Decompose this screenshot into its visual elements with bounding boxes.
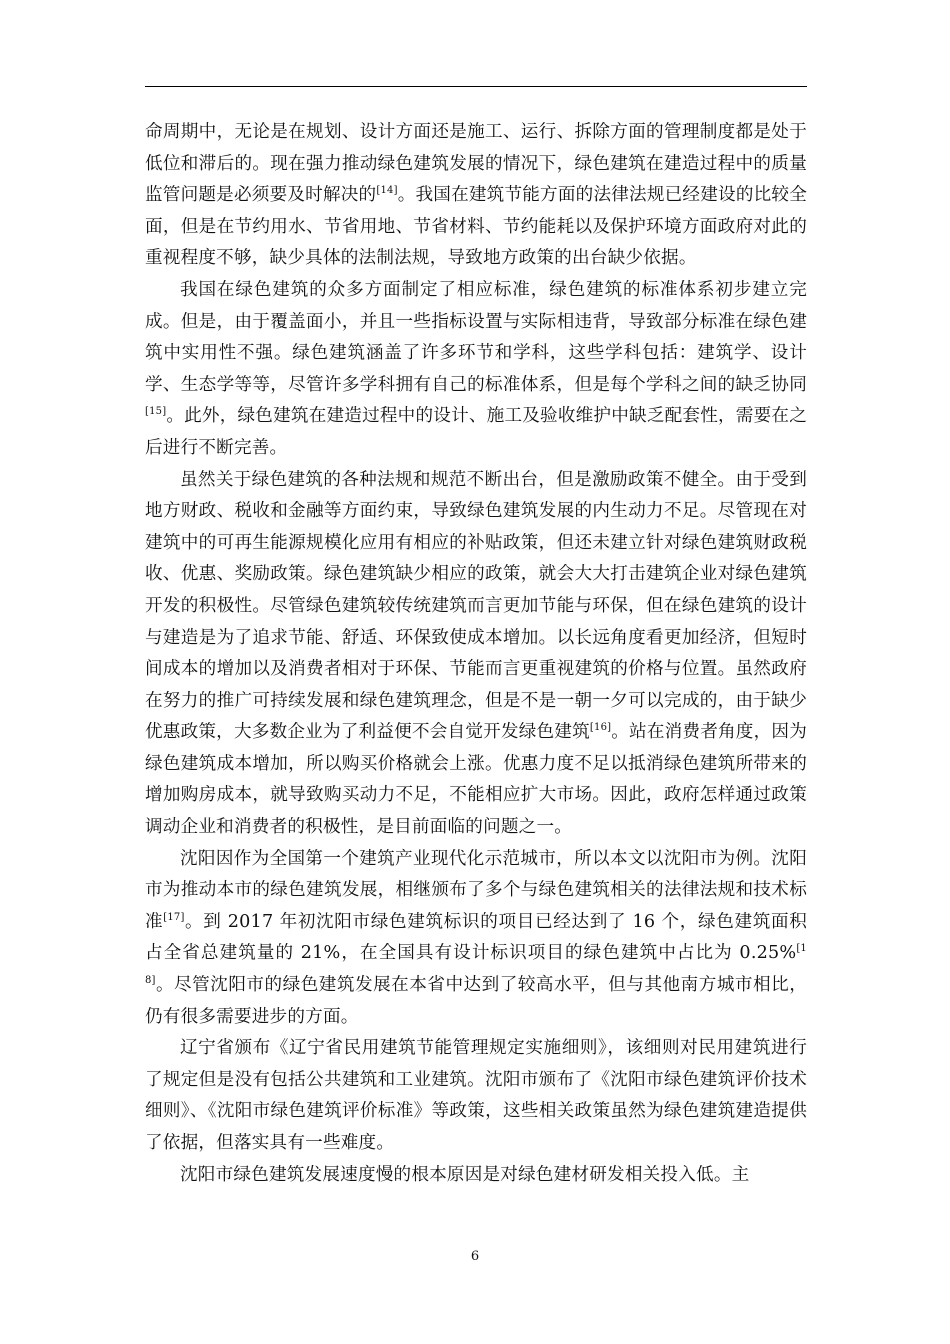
paragraph-4 — [145, 844, 807, 1034]
paragraph-text: 辽宁省颁布《辽宁省民用建筑节能管理规定实施细则》，该细则对民用建筑进行了规定但是没有包括公共建筑和工业建筑。沈阳市颁布了《沈阳市绿色建筑评价技术细则》、《沈阳市绿色建筑评价标准》等政策，这些相关政策虽然为绿色建筑建造提供了依据，但落实具有一些难度。 — [145, 1038, 807, 1153]
paragraph-2 — [145, 275, 807, 465]
paragraph-text: 。此外，绿色建筑在建造过程中的设计、施工及验收维护中缺乏配套性，需要在之后进行不断完善。 — [145, 406, 807, 458]
paragraph-1 — [145, 117, 807, 275]
paragraph-text: 虽然关于绿色建筑的各种法规和规范不断出台，但是激励政策不健全。由于受到地方财政、税收和金融等方面约束，导致绿色建筑发展的内生动力不足。尽管现在对建筑中的可再生能源规模化应用有相应的补贴政策，但还未建立针对绿色建筑财政税收、优惠、奖励政策。绿色建筑缺少相应的政策，就会大大打击建筑企业对绿色建筑开发的积极性。尽管绿色建筑较传统建筑而言更加节能与环保，但在绿色建筑的设计与建造是为了追求节能、舒适、环保致使成本增加。以长远角度看更加经济，但短时间成本的增加以及消费者相对于环保、节能而言更重视建筑的价格与位置。虽然政府在努力的推广可持续发展和绿色建筑理念，但是不是一朝一夕可以完成的，由于缺少优惠政策，大多数企业为了利益便不会自觉开发绿色建筑 — [145, 469, 807, 743]
paragraph-text: 命周期中，无论是在规划、设计方面还是施工、运行、拆除方面的管理制度都是处于低位和滞后的。现在强力推动绿色建筑发展的情况下，绿色建筑在建造过程中的质量监管问题是必须要及时解决的 — [145, 122, 807, 206]
paragraph-5 — [145, 1033, 807, 1159]
citation-ref[interactable]: [18] — [145, 943, 807, 987]
page-body — [145, 117, 807, 1191]
citation-ref[interactable]: [17] — [163, 911, 185, 923]
paragraph-text: 。尽管沈阳市的绿色建筑发展在本省中达到了较高水平，但与其他南方城市相比，仍有很多需要进步的方面。 — [145, 975, 807, 1027]
paragraph-text: 我国在绿色建筑的众多方面制定了相应标准，绿色建筑的标准体系初步建立完成。但是，由于覆盖面小，并且一些指标设置与实际相违背，导致部分标准在绿色建筑中实用性不强。绿色建筑涵盖了许多环节和学科，这些学科包括：建筑学、设计学、生态学等等，尽管许多学科拥有自己的标准体系，但是每个学科之间的缺乏协同 — [145, 279, 807, 395]
paragraph-6 — [145, 1160, 807, 1192]
paragraph-text: 沈阳市绿色建筑发展速度慢的根本原因是对绿色建材研发相关投入低。主 — [180, 1164, 750, 1185]
paragraph-3 — [145, 465, 807, 844]
paragraph-text: 。我国在建筑节能方面的法律法规已经建设的比较全面，但是在节约用水、节省用地、节省材料、节约能耗以及保护环境方面政府对此的重视程度不够，缺少具体的法制法规，导致地方政策的出台缺少依据。 — [145, 185, 807, 269]
paragraph-text: 沈阳因作为全国第一个建筑产业现代化示范城市，所以本文以沈阳市为例。沈阳市为推动本市的绿色建筑发展，相继颁布了多个与绿色建筑相关的法律法规和技术标准 — [145, 848, 807, 932]
page-number: 6 — [470, 1249, 480, 1264]
citation-ref[interactable]: [14] — [376, 185, 398, 197]
header-rule — [145, 86, 807, 87]
paragraph-text: 。到 2017 年初沈阳市绿色建筑标识的项目已经达到了 16 个，绿色建筑面积占全省总建筑量的 21%，在全国具有设计标识项目的绿色建筑中占比为 0.25% — [145, 911, 807, 964]
citation-ref[interactable]: [15] — [145, 406, 167, 418]
paragraph-text: 。站在消费者角度，因为绿色建筑成本增加，所以购买价格就会上涨。优惠力度不足以抵消绿色建筑所带来的增加购房成本，就导致购买动力不足，不能相应扩大市场。因此，政府怎样通过政策调动企业和消费者的积极性，是目前面临的问题之一。 — [145, 722, 807, 838]
citation-ref[interactable]: [16] — [589, 722, 612, 734]
